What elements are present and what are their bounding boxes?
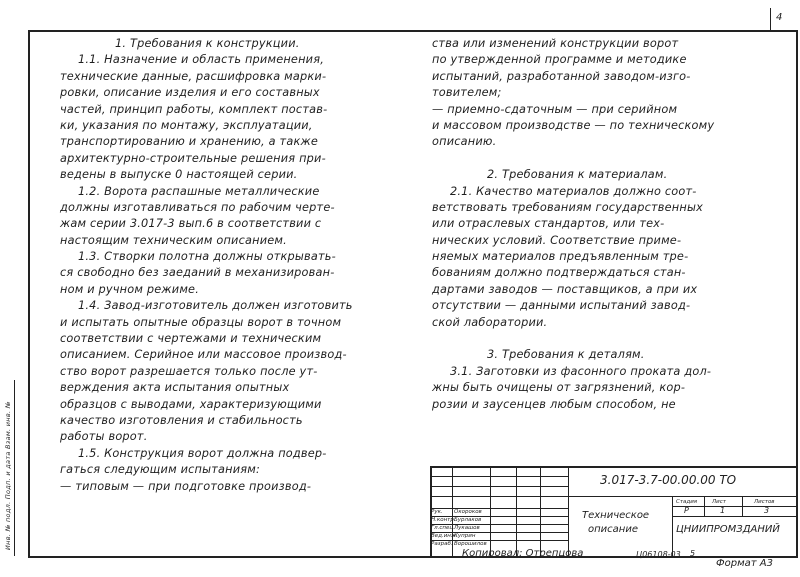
text-line: технические данные, расшифровка марки-	[60, 69, 327, 83]
text-line: нических условий. Соответствие приме-	[432, 233, 682, 247]
tb-grid-v	[516, 466, 517, 557]
text-line: ства или изменений конструкции ворот	[432, 37, 679, 50]
text-line: верждения акта испытания опытных	[60, 381, 290, 395]
text-line: должны изготавливаться по рабочим черте-	[60, 200, 335, 214]
doc-designation: 3.017-3.7-00.00.00 ТО	[600, 473, 737, 487]
text-line: — приемно-сдаточным — при серийном	[432, 102, 678, 116]
text-line: жам серии 3.017-3 вып.6 в соответствии с	[60, 217, 322, 231]
name-5: Ворошилов	[454, 541, 487, 547]
right-text-column	[432, 36, 787, 413]
text-line: отсутствии — данными испытаний завод-	[432, 299, 691, 313]
name-4: Куприн	[454, 533, 476, 539]
stage-label: Стадия	[676, 499, 698, 505]
text-line: 1.3. Створки полотна должны открывать-	[78, 250, 336, 264]
text-line: жны быть очищены от загрязнений, кор-	[432, 381, 686, 395]
text-line: ведены в выпуске 0 настоящей серии.	[60, 168, 298, 182]
archive-sheet: 5	[690, 549, 696, 558]
text-line: 1.4. Завод-изготовитель должен изготовить	[78, 299, 353, 313]
copied-by: Копировал: Отрепцова	[462, 548, 584, 559]
doc-name-line-2: описание	[588, 524, 638, 535]
text-line: ство ворот разрешается только после ут-	[60, 364, 318, 378]
text-line: ном и ручном режиме.	[60, 282, 199, 296]
stage-value: Р	[684, 506, 689, 515]
tb-grid-h	[672, 506, 797, 507]
text-line: 2. Требования к материалам.	[487, 168, 668, 182]
role-1: Рук.	[431, 509, 443, 515]
name-2: Бурлаков	[454, 517, 482, 523]
doc-name-line-1: Техническое	[582, 510, 650, 521]
text-line: работы ворот.	[60, 430, 148, 444]
page-number: 4	[776, 12, 783, 23]
text-line: ветствовать требованиям государственных	[432, 200, 703, 214]
text-line: дартами заводов — поставщиков, а при их	[432, 282, 698, 296]
tb-top	[430, 466, 797, 468]
text-line: образцов с выводами, характеризующими	[60, 397, 322, 411]
paper-format: Формат А3	[716, 558, 773, 569]
text-line: ровки, описание изделия и его составных	[60, 86, 320, 100]
tb-grid-h	[430, 476, 568, 477]
text-line: ся свободно без заеданий в механизирован-	[60, 266, 335, 280]
text-line: описанию.	[432, 135, 497, 149]
side-stamp: Инв. № подл. Подп. и дата Взам. инв. №	[4, 401, 12, 550]
text-line: ской лаборатории.	[432, 315, 548, 329]
side-strip-line	[14, 380, 15, 556]
sheets-label: Листов	[754, 499, 775, 505]
text-line: розии и заусенцев любым способом, не	[432, 397, 676, 411]
text-line: настоящим техническим описанием.	[60, 233, 287, 247]
tb-grid-v	[704, 496, 705, 516]
sheet-value: 1	[720, 506, 726, 515]
text-line: няемых материалов предъявленным тре-	[432, 250, 689, 264]
tb-grid-h	[672, 516, 797, 517]
tb-grid-h	[430, 486, 568, 487]
left-text-column	[60, 36, 425, 495]
frame-bottom	[28, 556, 798, 558]
text-line: или отраслевых стандартов, или тех-	[432, 217, 665, 231]
text-line: 2.1. Качество материалов должно соот-	[450, 184, 697, 198]
sheets-value: 3	[764, 506, 770, 515]
frame-top	[28, 30, 798, 32]
text-line: по утвержденной программе и методике	[432, 53, 687, 67]
text-line: транспортированию и хранению, а также	[60, 135, 318, 149]
tb-grid-h	[430, 508, 568, 509]
text-line: — типовым — при подготовке производ-	[60, 479, 312, 493]
role-5: Разраб.	[431, 541, 453, 547]
tb-grid-v	[540, 466, 541, 557]
frame-left	[28, 30, 30, 557]
text-line: и испытать опытные образцы ворот в точном	[60, 315, 342, 329]
text-line: качество изготовления и стабильность	[60, 413, 303, 427]
text-line: ки, указания по монтажу, эксплуатации,	[60, 118, 313, 132]
tb-grid-v	[742, 496, 743, 516]
text-line: 3. Требования к деталям.	[487, 348, 645, 362]
text-line: 1. Требования к конструкции.	[115, 37, 300, 50]
text-line: товителем;	[432, 86, 502, 100]
frame-right	[796, 30, 798, 557]
tb-grid-v	[490, 466, 491, 557]
name-3: Лукашов	[454, 525, 480, 531]
page-number-box-left	[770, 8, 771, 31]
text-line: архитектурно-строительные решения при-	[60, 151, 326, 165]
text-line: испытаний, разработанной заводом-изго-	[432, 69, 691, 83]
text-line: гаться следующим испытаниям:	[60, 463, 260, 477]
text-line: бованиям должно подтверждаться стан-	[432, 266, 686, 280]
role-2: Н.контр.	[431, 517, 456, 523]
text-line: описанием. Серийное или массовое производ-	[60, 348, 347, 362]
sheet-label: Лист	[712, 499, 726, 505]
text-line: частей, принцип работы, комплект постав-	[60, 102, 328, 116]
text-line	[432, 151, 787, 167]
role-3: Гл.спец.	[431, 525, 455, 531]
tb-grid-v	[568, 466, 569, 557]
text-line: 1.1. Назначение и область применения,	[78, 53, 324, 67]
text-line: 1.5. Конструкция ворот должна подвер-	[78, 446, 327, 460]
text-line: 3.1. Заготовки из фасонного проката дол-	[450, 364, 712, 378]
role-4: Вед.инж.	[431, 533, 458, 539]
text-line	[432, 331, 787, 347]
text-line: соответствии с чертежами и техническим	[60, 332, 322, 346]
text-line: 1.2. Ворота распашные металлические	[78, 184, 320, 198]
text-line: и массовом производстве — по техническому	[432, 118, 715, 132]
organization: ЦНИИПРОМЗДАНИЙ	[676, 524, 780, 535]
archive-number: Ц06108-03	[636, 550, 681, 559]
name-1: Окороков	[454, 509, 482, 515]
